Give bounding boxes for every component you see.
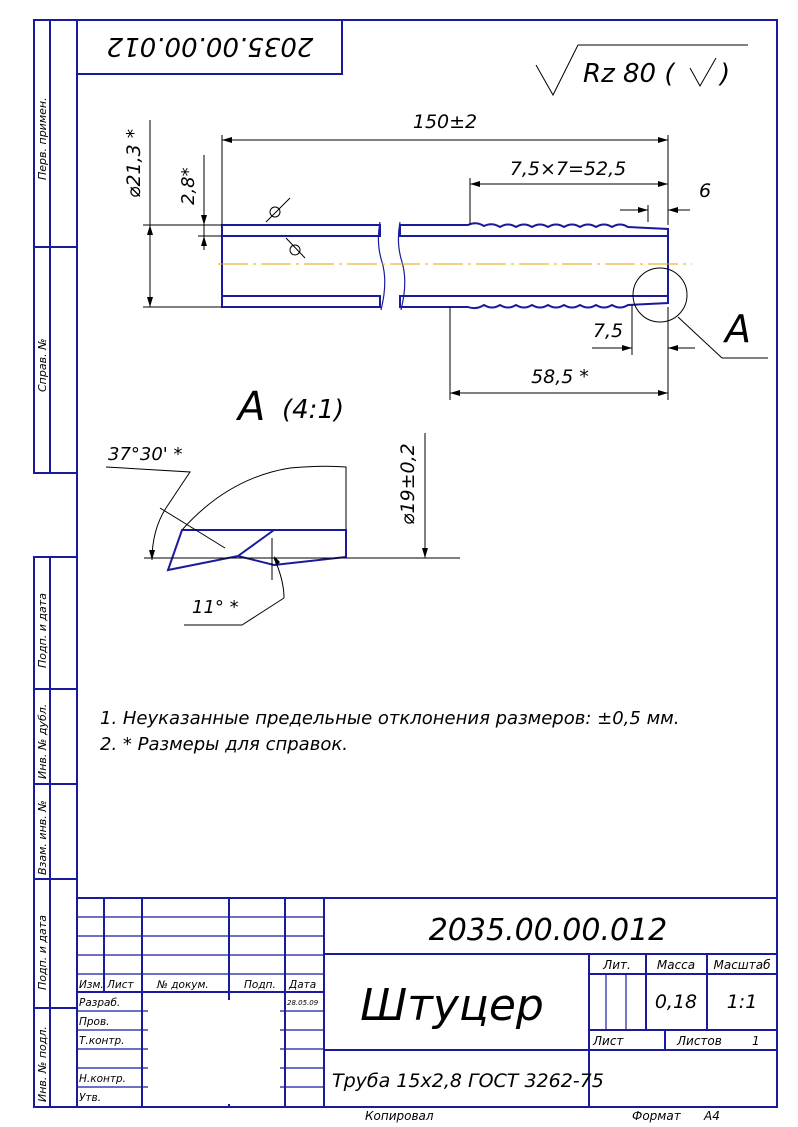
row-razrab-date: 28.05.09 bbox=[287, 999, 319, 1007]
title-part-name: Штуцер bbox=[360, 980, 544, 1031]
callout-letter: A bbox=[725, 307, 751, 351]
footer-format: Формат bbox=[632, 1109, 681, 1123]
note-1: 1. Неуказанные предельные отклонения размеров: ±0,5 мм. bbox=[100, 708, 680, 729]
side-strip-upper bbox=[34, 20, 77, 473]
row-nkontr: Н.контр. bbox=[79, 1073, 126, 1085]
dim-length: 150±2 bbox=[412, 111, 478, 133]
lit-label: Лит. bbox=[603, 958, 631, 972]
title-designation: 2035.00.00.012 bbox=[428, 913, 668, 948]
row-utv: Утв. bbox=[79, 1092, 102, 1104]
side-label-inv-podl: Инв. № подл. bbox=[36, 1026, 49, 1102]
scale-value: 1:1 bbox=[726, 991, 758, 1013]
pipe-section bbox=[218, 198, 692, 310]
col-data: Дата bbox=[289, 979, 317, 991]
roughness-text: Rz 80 ( bbox=[583, 59, 675, 89]
sheets-value: 1 bbox=[752, 1034, 760, 1048]
detail-scale: (4:1) bbox=[282, 395, 345, 425]
side-label-podp-data-1: Подп. и дата bbox=[36, 593, 49, 668]
main-dimension-lines bbox=[143, 120, 768, 400]
side-label-vzam-inv: Взам. инв. № bbox=[36, 800, 49, 875]
detail-angle-1: 37°30' * bbox=[108, 444, 183, 465]
row-tkontr: Т.контр. bbox=[79, 1035, 125, 1047]
sheets-label: Листов bbox=[677, 1034, 722, 1048]
note-2: 2. * Размеры для справок. bbox=[100, 734, 348, 755]
roughness-close-paren: ) bbox=[720, 59, 731, 89]
footer-format-value: А4 bbox=[704, 1109, 720, 1123]
col-izm: Изм. bbox=[79, 979, 104, 991]
scale-label: Масштаб bbox=[713, 958, 771, 972]
sheet-label: Лист bbox=[593, 1034, 624, 1048]
mass-value: 0,18 bbox=[654, 991, 698, 1013]
row-razrab: Разраб. bbox=[79, 997, 121, 1009]
side-label-podp-data-2: Подп. и дата bbox=[36, 915, 49, 990]
col-list: Лист bbox=[107, 979, 134, 991]
side-label-perv-primen: Перв. примен. bbox=[36, 97, 49, 180]
col-podp: Подп. bbox=[244, 979, 276, 991]
detail-angle-2: 11° * bbox=[192, 597, 239, 618]
side-label-inv-dubl: Инв. № дубл. bbox=[36, 703, 49, 779]
mass-label: Масса bbox=[656, 958, 696, 972]
dim-end-six: 6 bbox=[698, 180, 712, 202]
footer-kopiroval: Копировал bbox=[365, 1109, 434, 1123]
dim-end-seven: 7,5 bbox=[592, 320, 624, 342]
title-material: Труба 15х2,8 ГОСТ 3262-75 bbox=[332, 1070, 604, 1092]
side-label-sprav-no: Справ. № bbox=[36, 338, 49, 392]
dim-diameter: ⌀21,3 * bbox=[123, 128, 145, 198]
top-code-text: 2035.00.00.012 bbox=[106, 31, 314, 61]
dim-groove-len: 58,5 * bbox=[531, 366, 589, 388]
col-dokum: № докум. bbox=[157, 979, 209, 991]
row-prov: Пров. bbox=[79, 1016, 110, 1028]
detail-title: A bbox=[238, 384, 266, 430]
detail-diameter: ⌀19±0,2 bbox=[397, 443, 419, 525]
dim-groove-pitch: 7,5×7=52,5 bbox=[509, 158, 627, 180]
dim-wall: 2,8* bbox=[178, 167, 199, 205]
